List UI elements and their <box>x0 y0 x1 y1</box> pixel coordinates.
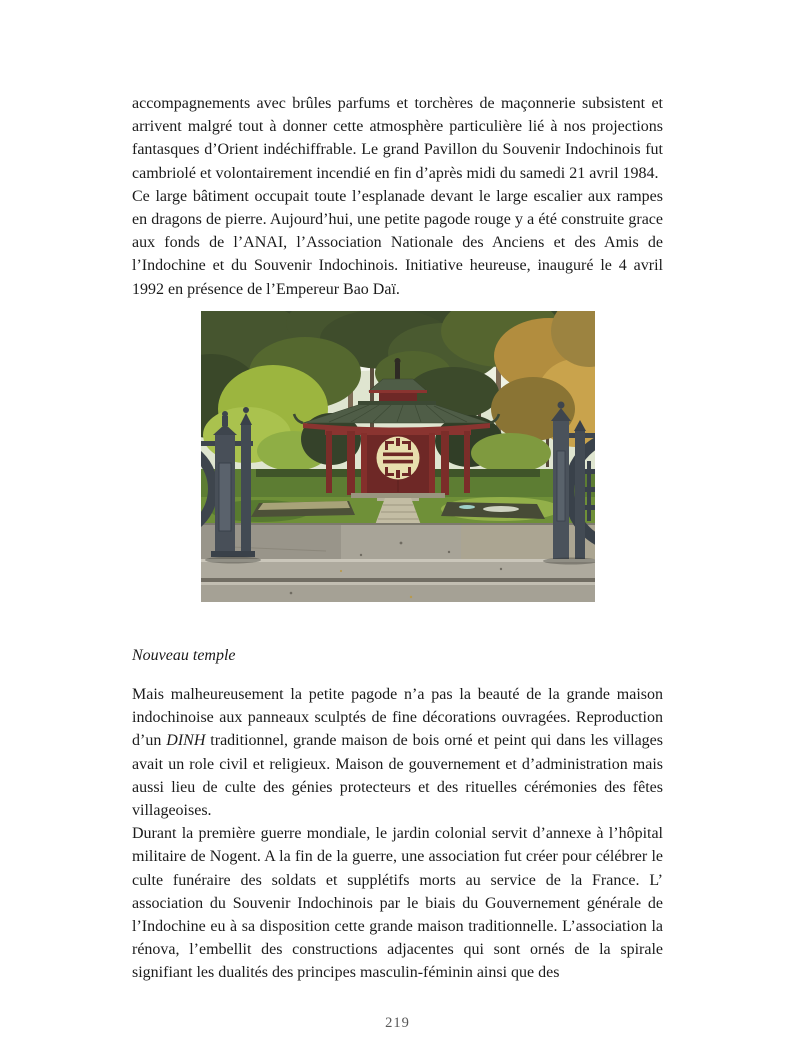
roof-finial <box>395 363 400 381</box>
page-number: 219 <box>385 1015 410 1031</box>
longevity-medallion <box>376 436 419 479</box>
pagoda-column <box>326 431 332 493</box>
paragraph-4: Durant la première guerre mondiale, le jardin colonial servit d’annexe à l’hôpital militaire de Nogent. A la fin de la guerre, une association fut créer pour célébrer le culte funéraire des soldats et supplétifs morts au service de la France. L’ association du Souvenir Indochinois par le biais du Gouvernement générale de l’Indochine eu à sa disposition cette grande maison traditionnelle. L’association la rénova, l’embellit des constructions adjacentes qui sont ornés de la spirale signifiant les dualités des principes masculin-féminin ainsi que des <box>132 825 663 982</box>
paragraph-3 <box>132 683 663 822</box>
pagoda-photo-illustration <box>201 311 595 602</box>
dinh-italic-term: DINH <box>166 732 206 750</box>
pagoda-photo <box>201 311 595 602</box>
steps <box>201 559 595 602</box>
paragraph-2: Ce large bâtiment occupait toute l’esplanade devant le large escalier aux rampes en dragons de pierre. Aujourd’hui, une petite pagode rouge y a été construite grace aux fonds de l’ANAI, l’Association Nationale des Anciens et des Amis de l’Indochine et du Souvenir Indochinois. Initiative heureuse, inauguré le 4 avril 1992 en présence de l’Empereur Bao Daï. <box>132 187 663 298</box>
paragraph-3-text-cont: traditionnel, grande maison de bois orné et peint qui dans les villages avait un role civil et religieux. Maison de gouvernement et d’administration mais aussi lieu de culte des génies protecteurs et des rituelles cérémonies des fêtes villageoises. <box>132 732 664 820</box>
paragraph-1: accompagnements avec brûles parfums et torchères de maçonnerie subsistent et arrivent malgré tout à donner cette atmosphère particulière lié à nos projections fantasques d’Orient indéchiffrable. Le grand Pavillon du Souvenir Indochinois fut cambriolé et volontairement incendié en fin d’après midi du samedi 21 avril 1984. <box>132 95 663 182</box>
section-heading: Nouveau temple <box>132 646 236 664</box>
text-block <box>132 92 663 985</box>
paragraph-3-text: Mais malheureusement la petite pagode n’a pas la beauté de la grande maison indochinoise aux panneaux sculptés de fine décorations ouvragées. Reproduction d’un <box>132 686 663 750</box>
